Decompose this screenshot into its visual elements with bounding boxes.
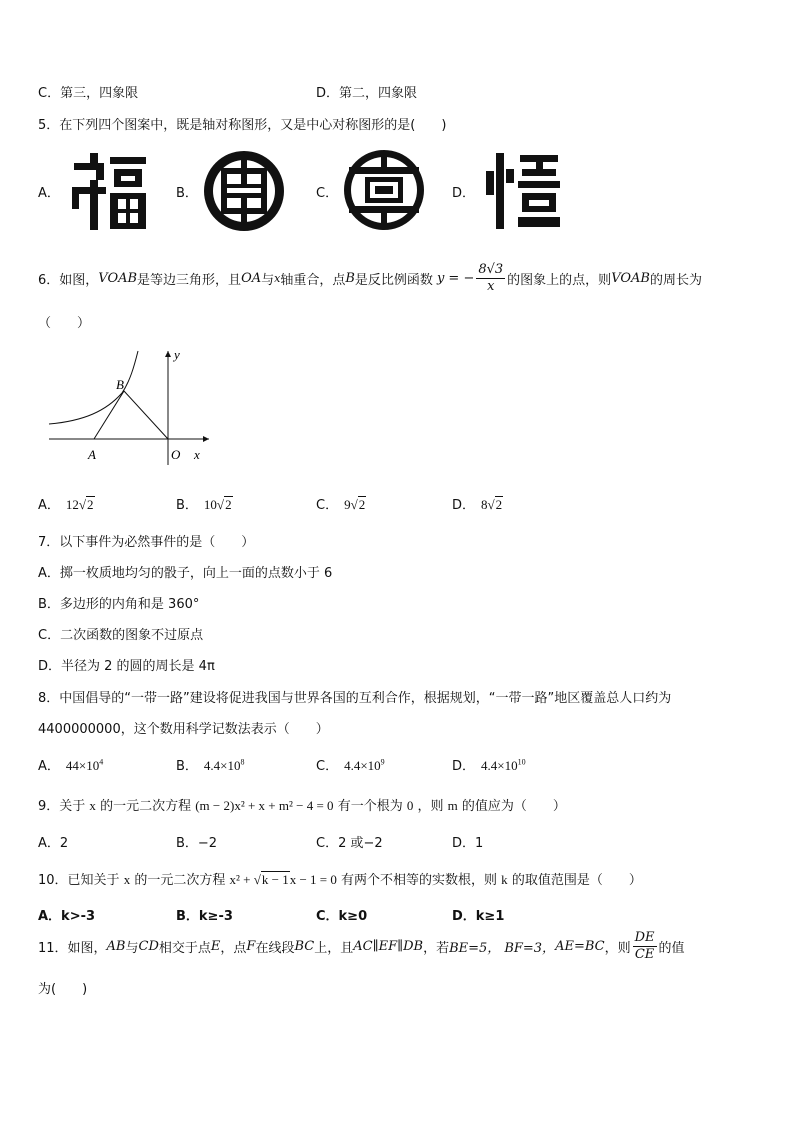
q5-option-b-label: B． — [176, 186, 198, 201]
q10-option-b: B．k≥-3 — [176, 909, 233, 924]
q10-option-a: A．k>-3 — [38, 909, 96, 924]
q6-stem: 6．如图， VOAB 是等边三角形，且 OA 与 x 轴重合，点 B 是反比例函数 y = − $\frac{8√3}{x}$ 的图象上的点，则 VOAB 的周长为 — [38, 262, 702, 294]
q6-answer-paren: （ ） — [38, 316, 91, 331]
q6-option-d: D． 8√2 — [452, 497, 503, 513]
q6-function-fraction: $\frac{8√3}{x}$ — [478, 262, 504, 294]
q8-option-a: A． $44\times 10^4$ — [38, 757, 104, 774]
q5-stem: 5．在下列四个图案中，既是轴对称图形，又是中心对称图形的是( ) — [38, 118, 447, 133]
q5-option-c-label: C． — [316, 186, 339, 201]
q5-option-d-label: D． — [452, 186, 476, 201]
q7-option-c: C．二次函数的图象不过原点 — [38, 628, 204, 643]
q6-option-b: B． 10√2 — [176, 497, 232, 513]
q6-option-a: A． 12√2 — [38, 497, 94, 513]
q6-label-x: x — [194, 447, 200, 462]
q9-option-a: A．2 — [38, 836, 69, 851]
q4-option-d: D．第二，四象限 — [316, 86, 418, 101]
q9-option-c: C．2 或−2 — [316, 836, 383, 851]
q6-hyperbola-curve — [49, 351, 138, 424]
q11-stem-line2: 为( ) — [38, 982, 88, 997]
q5-option-a-label: A． — [38, 186, 60, 201]
q6-triangle — [94, 391, 168, 439]
q6-graph — [44, 345, 214, 470]
q7-stem: 7．以下事件为必然事件的是（ ） — [38, 535, 255, 550]
q6-label-o: O — [171, 447, 181, 462]
q6-option-c: C． 9√2 — [316, 497, 366, 513]
fu-seal-icon — [68, 151, 150, 233]
q8-option-b: B． $4.4\times 10^8$ — [176, 757, 245, 774]
q7-option-b: B．多边形的内角和是 360° — [38, 597, 200, 612]
q7-option-a: A．掷一枚质地均匀的骰子，向上一面的点数小于 6 — [38, 566, 333, 581]
q10-stem: 10．已知关于 x 的一元二次方程 x² + √k − 1x − 1 = 0 有两个不相等的实数根，则 k 的取值范围是（ ） — [38, 872, 642, 888]
q9-stem: 9．关于 x 的一元二次方程 (m − 2)x² + x + m² − 4 = 0 有一个根为 0 ，则 m 的值应为（ ） — [38, 798, 566, 814]
q6-label-b: B — [116, 377, 124, 392]
q6-label-a: A — [88, 447, 96, 462]
q10-option-d: D．k≥1 — [452, 909, 505, 924]
xi-seal-icon — [482, 151, 564, 233]
q10-option-c: C．k≥0 — [316, 909, 368, 924]
q11-ratio-fraction: $\frac{DE}{CE}$ — [634, 930, 655, 962]
q4-option-c: C．第三，四象限 — [38, 86, 139, 101]
q11-stem: 11．如图， AB 与 CD 相交于点 E ，点 F 在线段 BC 上，且 AC∥EF∥DB ，若 BE=5， BF=3， AE=BC ，则 $\frac{DE}{CE}$ 的值 — [38, 930, 685, 962]
q8-option-d: D． $4.4\times 10^{10}$ — [452, 757, 526, 774]
q9-option-d: D．1 — [452, 836, 484, 851]
round-seal-icon — [203, 150, 285, 232]
q8-stem-line2: 4400000000，这个数用科学记数法表示（ ） — [38, 722, 329, 737]
q8-option-c: C． $4.4\times 10^9$ — [316, 757, 385, 774]
q7-option-d: D．半径为 2 的圆的周长是 4π — [38, 659, 215, 674]
longevity-seal-icon — [343, 149, 425, 231]
q8-stem: 8．中国倡导的“一带一路”建设将促进我国与世界各国的互利合作，根据规划，“一带一路”地区覆盖总人口约为 — [38, 691, 672, 706]
q6-label-y: y — [174, 347, 180, 362]
q9-option-b: B．−2 — [176, 836, 218, 851]
